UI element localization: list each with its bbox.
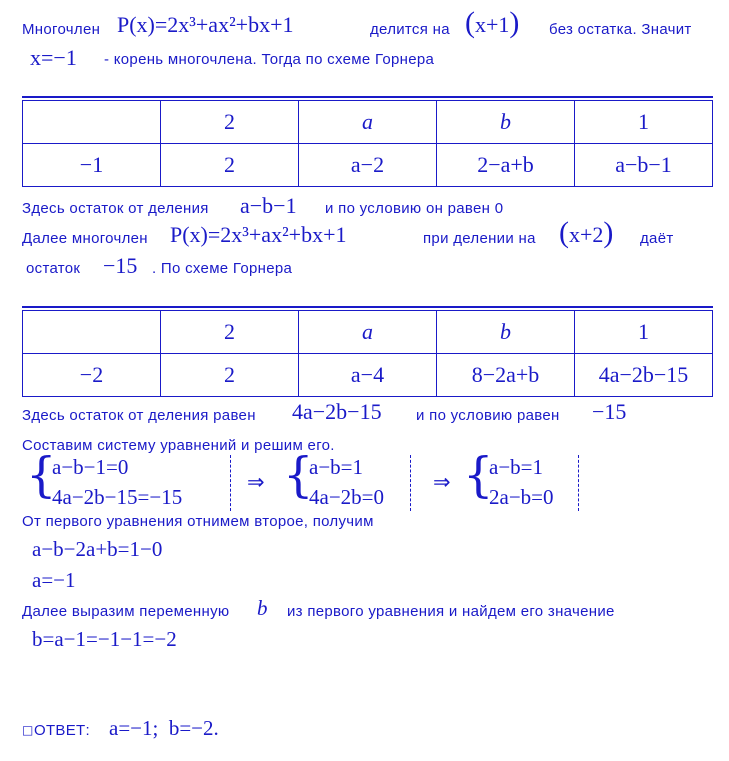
table-row: [23, 311, 713, 354]
system3-dashed-rule: [578, 455, 579, 511]
intro-text-4: - корень многочлена. Тогда по схеме Горнера: [104, 51, 435, 68]
table-cell: b: [437, 311, 575, 354]
remark2-text-2: и по условию равен: [416, 407, 560, 424]
second-remainder: −15: [103, 253, 138, 278]
system1-eq1: a−b−1=0: [52, 455, 129, 479]
system3-eq1: a−b=1: [489, 455, 544, 479]
remark1-text-1: Здесь остаток от деления: [22, 200, 209, 217]
answer-box-icon: □: [22, 723, 34, 737]
implies-arrow-2: ⇒: [433, 470, 451, 494]
table-cell: −1: [23, 144, 161, 187]
second-text-2: при делении на: [423, 230, 536, 247]
intro-polynomial: P(x)=2x³+ax²+bx+1: [117, 12, 294, 37]
system2-eq2: 4a−2b=0: [309, 485, 385, 509]
implies-arrow-1: ⇒: [247, 470, 265, 494]
remark2-text-1: Здесь остаток от деления равен: [22, 407, 256, 424]
table-cell: a: [299, 101, 437, 144]
answer-label: ОТВЕТ:: [34, 722, 90, 739]
table-cell: 4a−2b−15: [575, 354, 713, 397]
remark2-value: −15: [592, 399, 627, 424]
system3-brace: {: [463, 447, 494, 503]
table-cell: 2: [161, 354, 299, 397]
second-text-5: . По схеме Горнера: [152, 260, 293, 277]
table-cell: a: [299, 311, 437, 354]
table-cell: 2: [161, 101, 299, 144]
horner-table-1: [22, 100, 713, 187]
table-cell: 1: [575, 101, 713, 144]
table-cell: [23, 101, 161, 144]
table-row: [23, 354, 713, 397]
table-cell: 2−a+b: [437, 144, 575, 187]
table-cell: [23, 311, 161, 354]
system1-dashed-rule: [230, 455, 231, 511]
second-polynomial: P(x)=2x³+ax²+bx+1: [170, 222, 347, 247]
intro-divisor: (x+1): [465, 6, 520, 39]
table-cell: b: [437, 101, 575, 144]
express-text-2: из первого уравнения и найдем его значение: [287, 603, 615, 620]
intro-text-1: Многочлен: [22, 21, 101, 38]
express-line: b=a−1=−1−1=−2: [32, 627, 177, 651]
system2-brace: {: [283, 447, 314, 503]
intro-root: x=−1: [30, 45, 77, 70]
second-text-3: даёт: [640, 230, 674, 247]
system3-eq2: 2a−b=0: [489, 485, 554, 509]
table-cell: 8−2a+b: [437, 354, 575, 397]
table-cell: 2: [161, 144, 299, 187]
table-cell: −2: [23, 354, 161, 397]
horner-table-2: [22, 310, 713, 397]
table2-top-rule: [22, 306, 713, 308]
second-divisor: (x+2): [559, 216, 614, 249]
system2-eq1: a−b=1: [309, 455, 364, 479]
table-cell: 2: [161, 311, 299, 354]
intro-text-3: без остатка. Значит: [549, 21, 692, 38]
table1-top-rule: [22, 96, 713, 98]
subtract-line-1: a−b−2a+b=1−0: [32, 537, 163, 561]
answer-value: a=−1; b=−2.: [109, 716, 219, 740]
intro-text-2: делится на: [370, 21, 450, 38]
subtract-text: От первого уравнения отнимем второе, получим: [22, 513, 374, 530]
table-cell: 1: [575, 311, 713, 354]
remark2-remainder: 4a−2b−15: [292, 399, 382, 424]
system-intro: Составим систему уравнений и решим его.: [22, 437, 335, 454]
table-cell: a−2: [299, 144, 437, 187]
express-text-1: Далее выразим переменную: [22, 603, 230, 620]
table-cell: a−b−1: [575, 144, 713, 187]
second-text-1: Далее многочлен: [22, 230, 148, 247]
table-row: [23, 144, 713, 187]
express-variable: b: [257, 596, 268, 620]
system1-brace: {: [26, 447, 57, 503]
second-text-4: остаток: [26, 260, 81, 277]
system1-eq2: 4a−2b−15=−15: [52, 485, 183, 509]
table-row: [23, 101, 713, 144]
subtract-line-2: a=−1: [32, 568, 76, 592]
remark1-remainder: a−b−1: [240, 193, 297, 218]
table-cell: a−4: [299, 354, 437, 397]
system2-dashed-rule: [410, 455, 411, 511]
remark1-text-2: и по условию он равен 0: [325, 200, 504, 217]
